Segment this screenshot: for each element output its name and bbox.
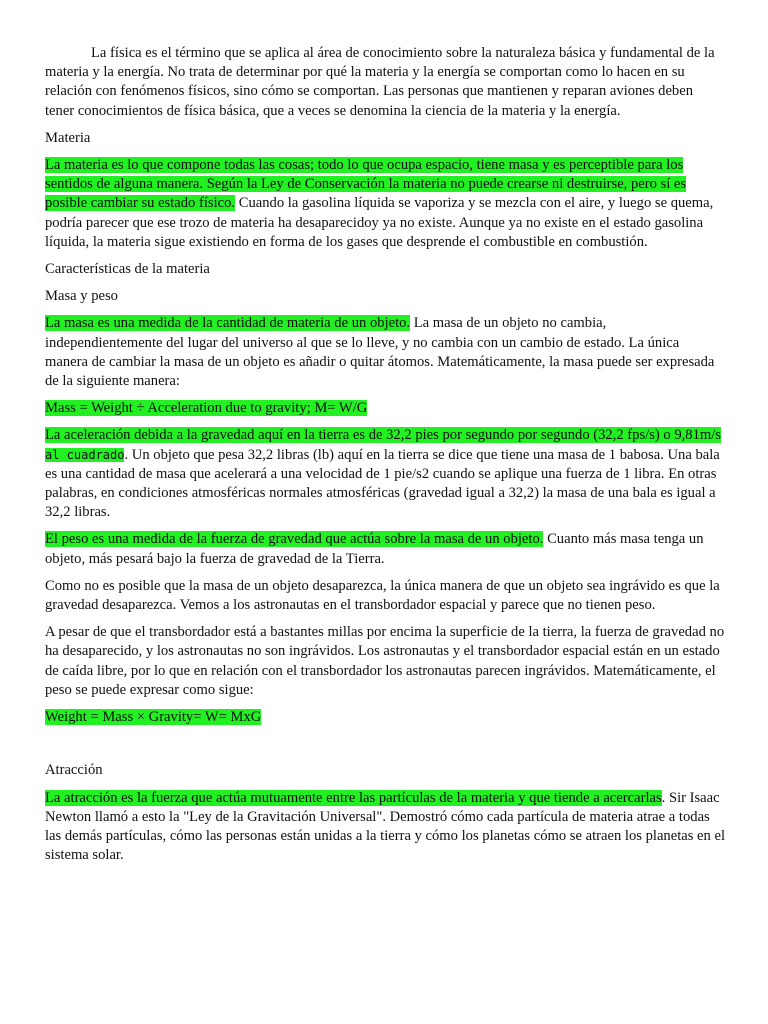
transbordador-paragraph: A pesar de que el transbordador está a bastantes millas por encima la superficie de la tierra, la fuerza de gravedad no ha desaparecido, y los astronautas no son ingrávidos. Los astronautas y el transbordador espacial están en un estado de caída libre, por lo que en relación con el transbordador los astronautas parecen ingrávidos. Matemáticamente, el peso se puede expresar como sigue: [45, 624, 725, 698]
materia-paragraph [45, 156, 725, 252]
heading-atraccion: Atracción [45, 762, 103, 779]
aceleracion-highlight: La aceleración debida a la gravedad aquí en la tierra es de 32,2 pies por segundo por segundo (32,2 fps/s) o 9,81m/s [45, 427, 721, 444]
heading-masa-peso: Masa y peso [45, 288, 118, 305]
formula-mass [45, 399, 725, 418]
intro-paragraph: La física es el término que se aplica al área de conocimiento sobre la naturaleza básica y fundamental de la materia y la energía. No trata de determinar por qué la materia y la energía se comportan como lo hacen en su relación con fenómenos físicos, sino cómo se comportan. Las personas que mantienen y reparan aviones deben tener conocimientos de física básica, que a veces se denomina la ciencia de la materia y la energía. [45, 45, 715, 119]
peso-rest: Cuanto más masa tenga un objeto, más pesará bajo la fuerza de gravedad de la Tierra. [45, 531, 704, 567]
spacer [45, 735, 725, 761]
masa-rest: La masa de un objeto no cambia, independientemente del lugar del universo al que se lo lleve, y no cambia con un cambio de estado. La única manera de cambiar la masa de un objeto es añadir o quitar átomos. Matemáticamente, la masa puede ser expresada de la siguiente manera: [45, 315, 715, 390]
masa-highlight: La masa es una medida de la cantidad de materia de un objeto. [45, 315, 411, 332]
atraccion-paragraph [45, 789, 725, 866]
materia-highlight: La materia es lo que compone todas las cosas; todo lo que ocupa espacio, tiene masa y es perceptible para los sentidos de alguna manera. Según la Ley de Conservación la materia no puede crearse ni destruirse, pero sí es posible cambiar su estado físico. [45, 157, 687, 212]
atraccion-highlight: La atracción es la fuerza que actúa mutuamente entre las partículas de la materia y que tiende a acercarlas [45, 789, 662, 806]
formula-mass-text: Mass = Weight ÷ Acceleration due to gravity; M= W/G [45, 400, 368, 417]
masa-paragraph [45, 314, 725, 391]
peso-paragraph [45, 530, 725, 568]
heading-materia: Materia [45, 129, 91, 146]
formula-weight-text: Weight = Mass × Gravity= W= MxG [45, 709, 262, 726]
peso-highlight: El peso es una medida de la fuerza de gravedad que actúa sobre la masa de un objeto. [45, 531, 544, 548]
atraccion-rest: . Sir Isaac Newton llamó a esto la "Ley de la Gravitación Universal". Demostró cómo cada partícula de materia atrae a todas las demás partículas, cómo las personas están unidas a la tierra y cómo los planetas cómo se atraen los planetas en el sistema solar. [45, 789, 726, 864]
formula-weight [45, 708, 725, 727]
aceleracion-paragraph [45, 426, 725, 522]
aceleracion-rest: . Un objeto que pesa 32,2 libras (lb) aquí en la tierra se dice que tiene una masa de 1 babosa. Una bala es una cantidad de masa que acelerará a una velocidad de 1 pie/s2 cuando se aplique una fuerza de 1 libra. En otras palabras, en condiciones atmosféricas normales atmosféricas (gravedad igual a 32,2) la masa de una bala es igual a 32,2 libras. [45, 446, 720, 521]
ingravido-paragraph: Como no es posible que la masa de un objeto desaparezca, la única manera de que un objeto sea ingrávido es que la gravedad desaparezca. Vemos a los astronautas en el transbordador espacial y parece que no tienen peso. [45, 577, 720, 614]
heading-caracteristicas: Características de la materia [45, 261, 210, 278]
aceleracion-highlight-cuadrado: al cuadrado [45, 447, 125, 462]
document-page [45, 44, 725, 873]
materia-rest: Cuando la gasolina líquida se vaporiza y se mezcla con el aire, y luego se quema, podría parecer que ese trozo de materia ha desaparecidoy ya no existe. Aunque ya no existe en el estado gasolina líquida, la materia sigue existiendo en forma de los gases que desprende el combustible en combustión. [45, 195, 714, 250]
